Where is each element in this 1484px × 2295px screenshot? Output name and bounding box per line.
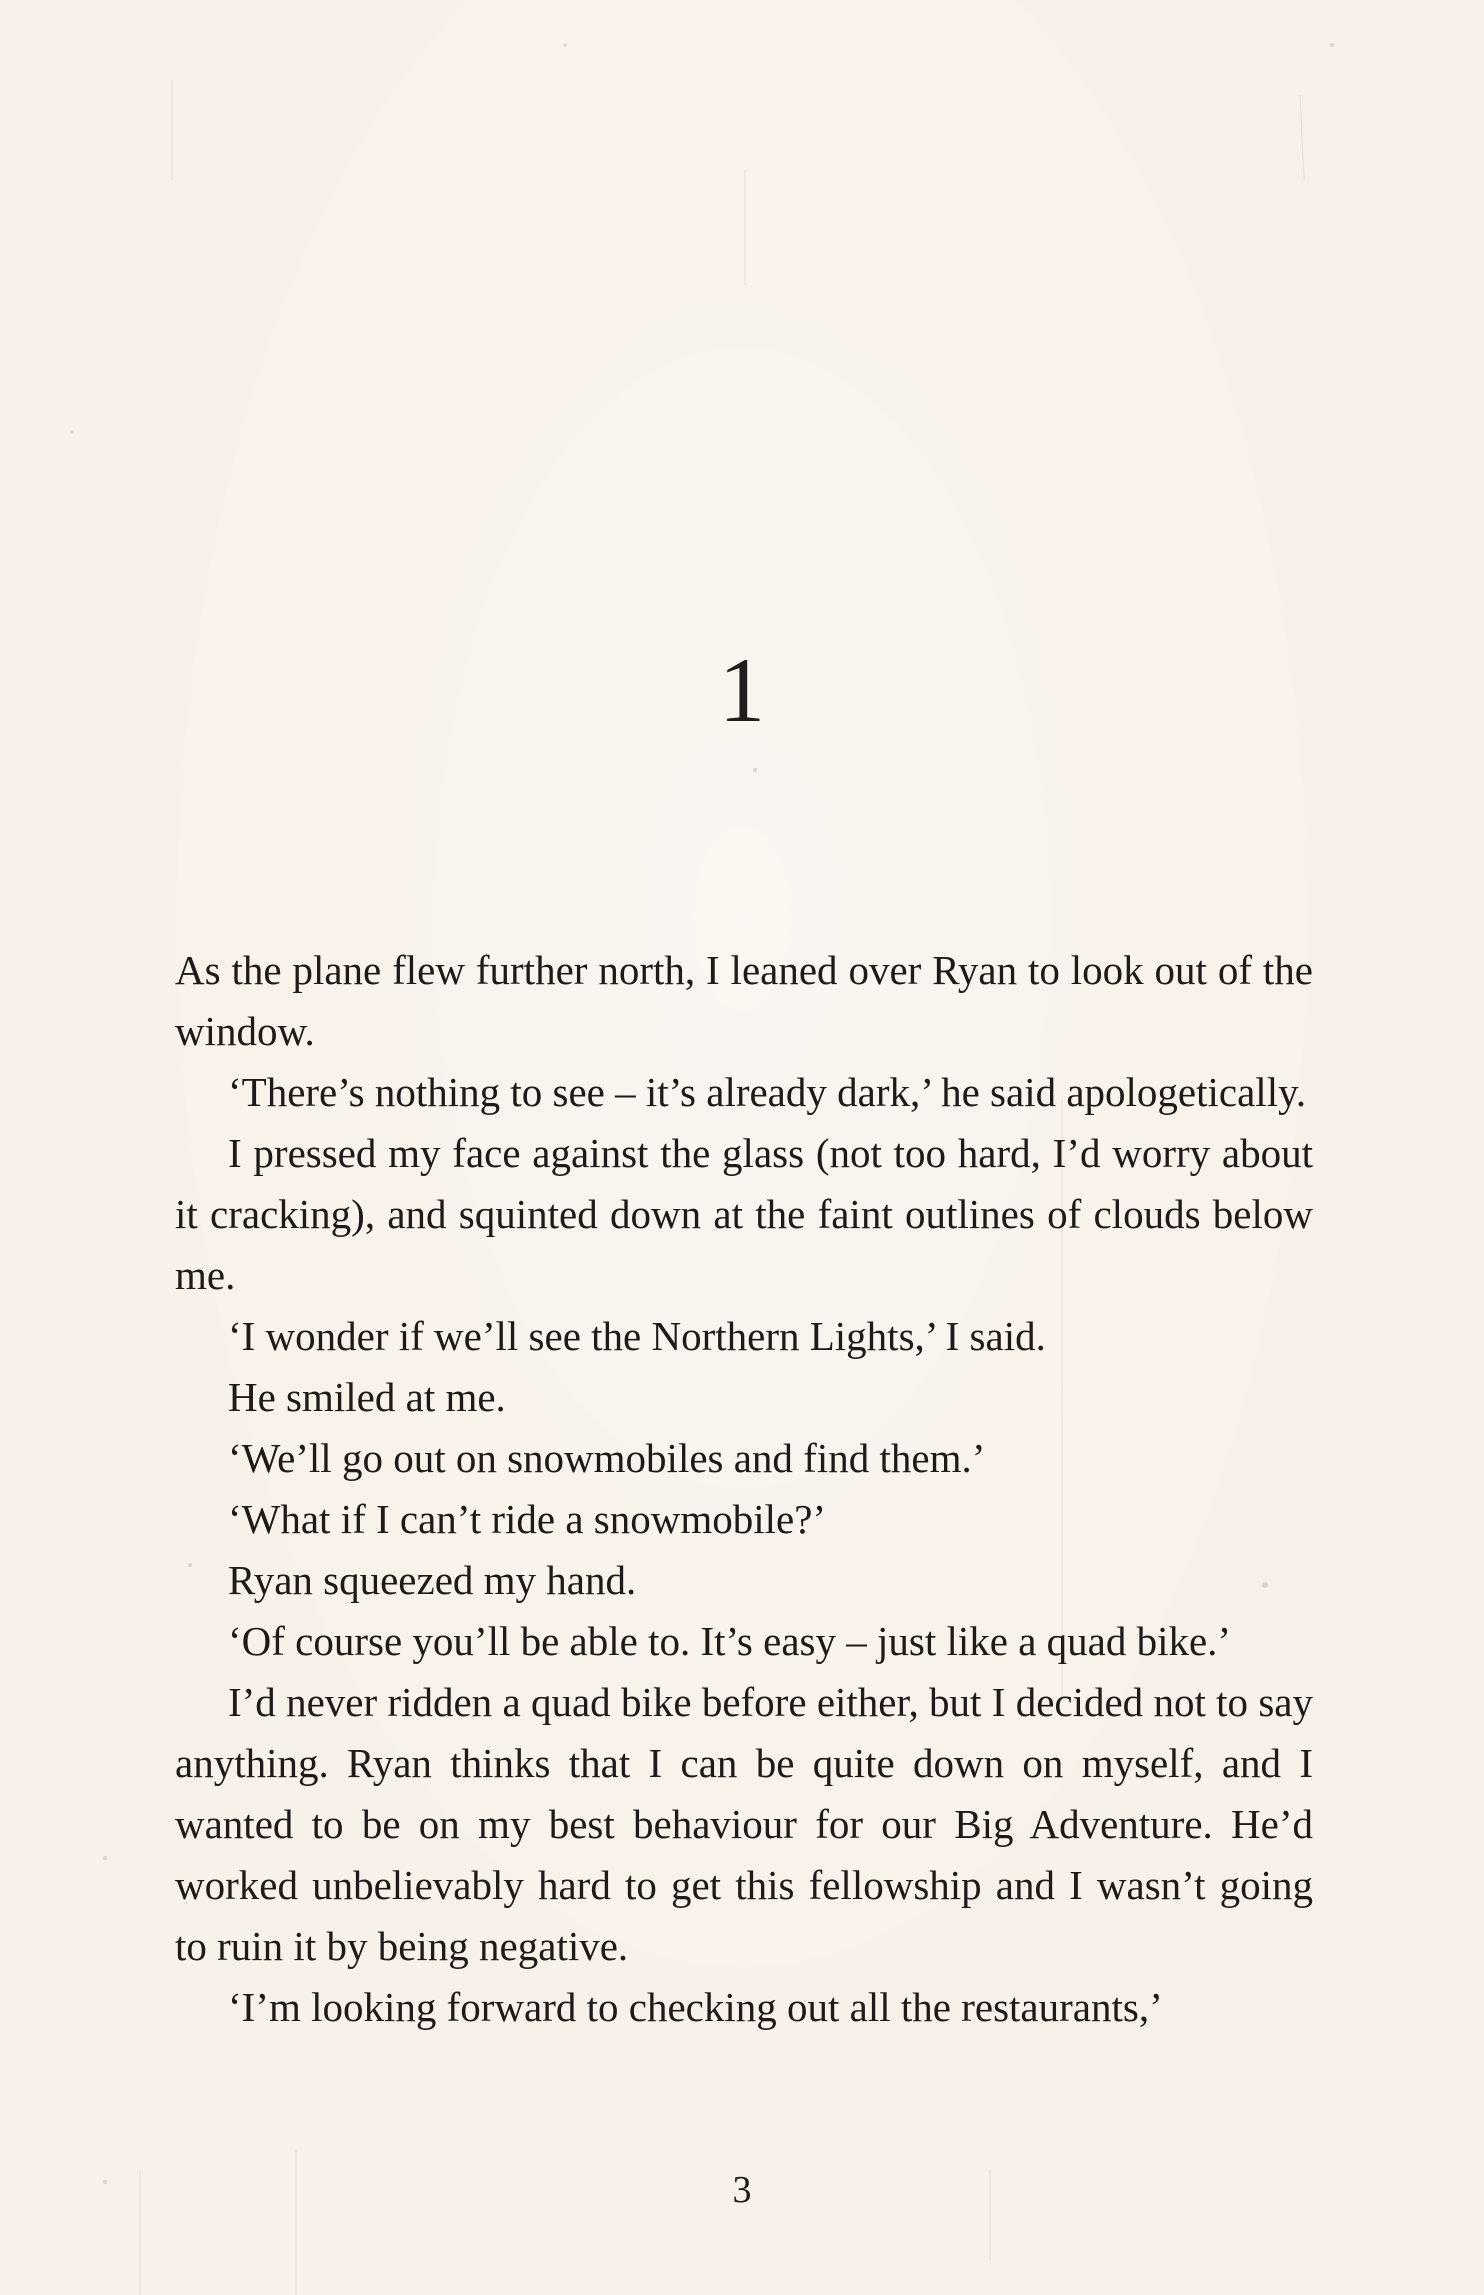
paragraph: I pressed my face against the glass (not too hard, I’d worry about it cracking), and squinted down at the faint outlines of clouds below me. — [175, 1130, 1313, 1298]
paragraph: ‘I’m looking forward to checking out all the restaurants,’ — [228, 1984, 1163, 2030]
chapter-number: 1 — [719, 639, 765, 741]
paragraph: I’d never ridden a quad bike before either, but I decided not to say anything. Ryan thinks that I can be quite down on myself, and I wanted to be on my best behaviour for our Big Adventure. He’d worked unbelievably hard to get this fellowship and I wasn’t going to ruin it by being negative. — [175, 1679, 1313, 1969]
paragraph: As the plane flew further north, I leaned over Ryan to look out of the window. — [175, 947, 1313, 1054]
paragraph: Ryan squeezed my hand. — [228, 1557, 637, 1603]
chapter-body — [175, 940, 1313, 2038]
paragraph: ‘We’ll go out on snowmobiles and find them.’ — [228, 1435, 986, 1481]
paragraph: ‘I wonder if we’ll see the Northern Lights,’ I said. — [228, 1313, 1046, 1359]
paragraph: ‘Of course you’ll be able to. It’s easy – just like a quad bike.’ — [228, 1618, 1232, 1664]
page-number: 3 — [732, 2169, 752, 2211]
paragraph: ‘What if I can’t ride a snowmobile?’ — [228, 1496, 827, 1542]
paragraph: He smiled at me. — [228, 1374, 506, 1420]
paragraph: ‘There’s nothing to see – it’s already dark,’ he said apologetically. — [228, 1069, 1307, 1115]
